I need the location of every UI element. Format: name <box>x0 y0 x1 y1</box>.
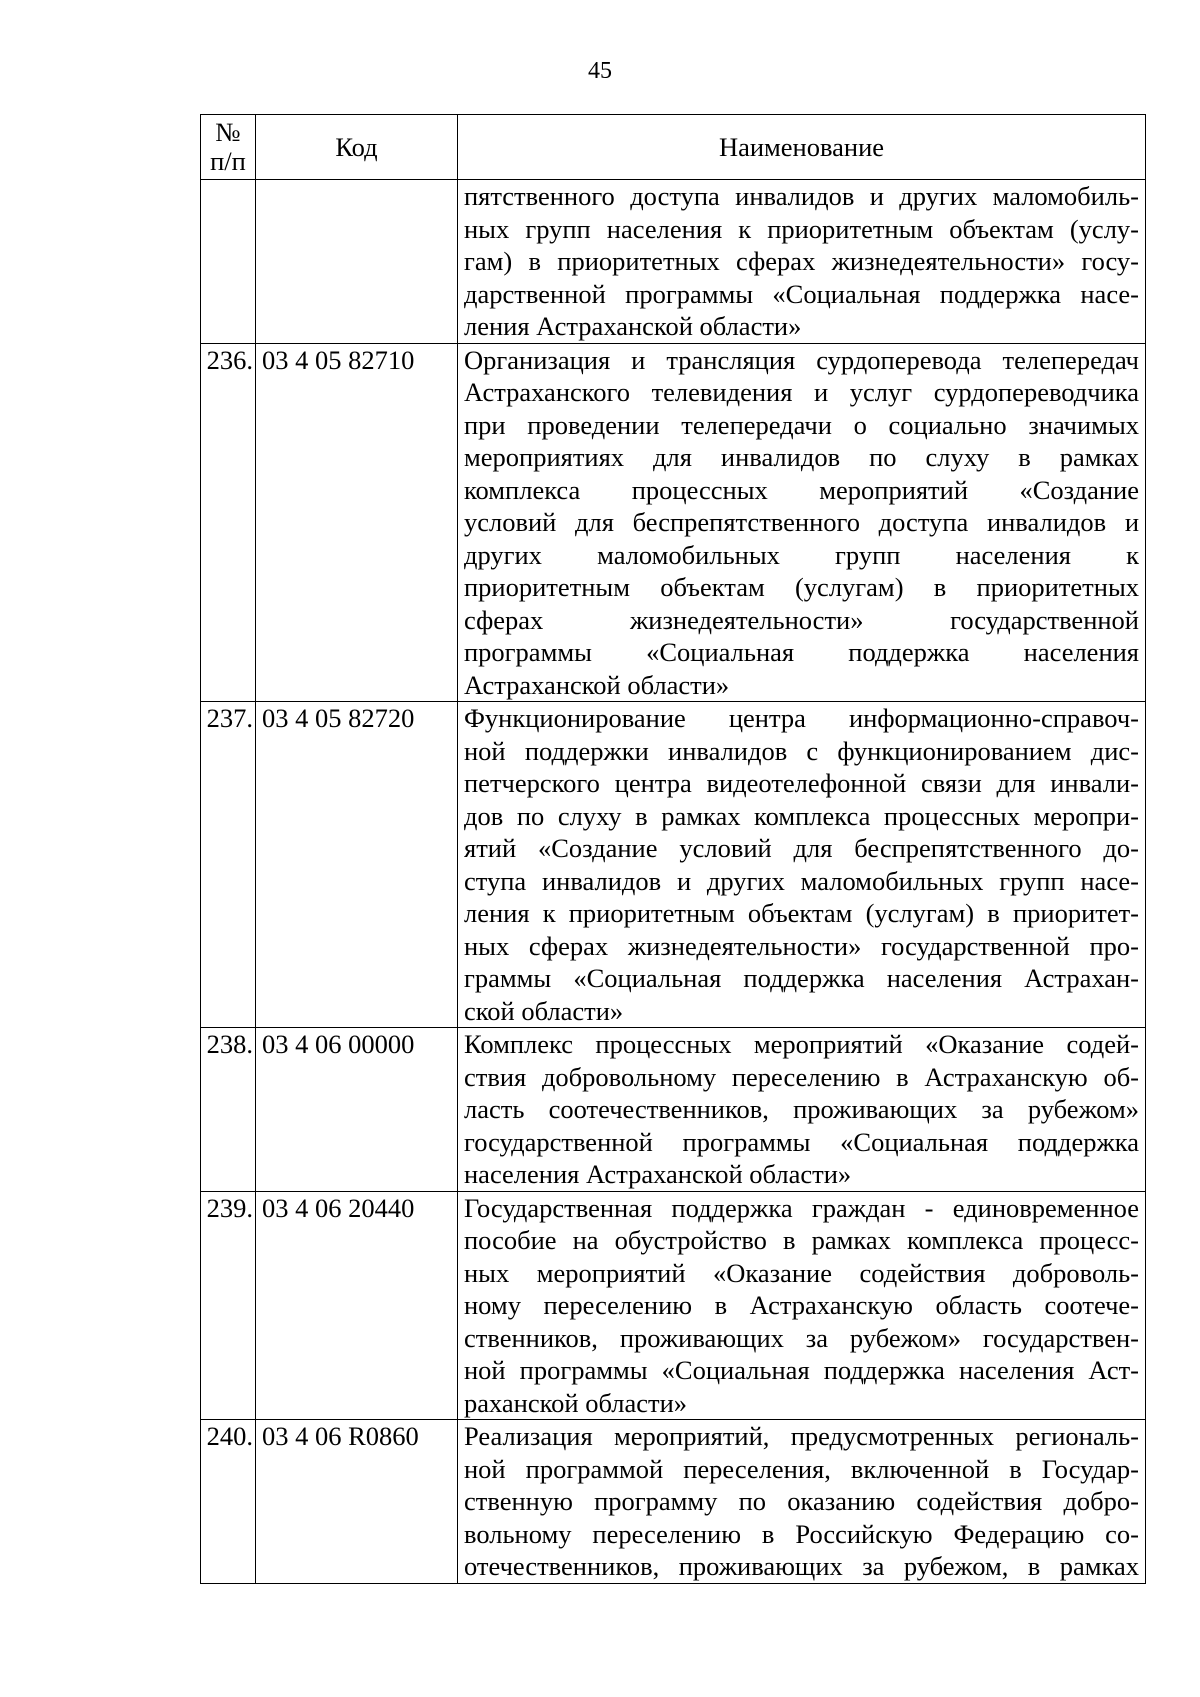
row-number: 239. <box>201 1191 256 1420</box>
row-code: 03 4 06 00000 <box>256 1028 458 1192</box>
name-line: государственной программы «Социальная поддержка <box>464 1126 1139 1157</box>
name-line: Государственная поддержка граждан - единовременное <box>464 1192 1139 1223</box>
row-code: 03 4 05 82720 <box>256 702 458 1028</box>
name-line: мероприятиях для инвалидов по слуху в рамках <box>464 442 1139 472</box>
name-line: ской области» <box>464 995 624 1026</box>
name-line: ной программы «Социальная поддержка населения Аст- <box>464 1355 1139 1385</box>
name-line: Реализация мероприятий, предусмотренных региональ- <box>464 1421 1139 1451</box>
name-line: сферах жизнедеятельности» государственной <box>464 604 1139 635</box>
name-line: ступа инвалидов и других маломобильных групп насе- <box>464 865 1139 896</box>
budget-code-table <box>200 114 1146 1584</box>
row-name <box>458 1191 1146 1420</box>
name-line: ных сферах жизнедеятельности» государственной про- <box>464 930 1139 961</box>
table-row <box>201 343 1146 702</box>
row-code <box>256 180 458 344</box>
name-line: комплекса процессных мероприятий «Создание <box>464 474 1139 505</box>
row-name <box>458 1028 1146 1192</box>
name-line: ных групп населения к приоритетным объектам (услу- <box>464 213 1139 244</box>
row-number: 240. <box>201 1420 256 1584</box>
name-line: пятственного доступа инвалидов и других маломобиль- <box>464 181 1139 211</box>
row-number: 236. <box>201 343 256 702</box>
name-line: ному переселению в Астраханскую область соотече- <box>464 1290 1139 1320</box>
name-line: ятий «Создание условий для беспрепятственного до- <box>464 833 1139 863</box>
row-code: 03 4 06 20440 <box>256 1191 458 1420</box>
name-line: Астраханской области» <box>464 669 730 700</box>
name-line: Комплекс процессных мероприятий «Оказание содей- <box>464 1029 1139 1059</box>
header-num: № п/п <box>201 115 256 180</box>
name-line: ных мероприятий «Оказание содействия доброволь- <box>464 1257 1139 1288</box>
row-number: 237. <box>201 702 256 1028</box>
row-name <box>458 702 1146 1028</box>
name-line: при проведении телепередачи о социально значимых <box>464 409 1139 440</box>
name-line: условий для беспрепятственного доступа инвалидов и <box>464 507 1139 537</box>
row-code: 03 4 06 R0860 <box>256 1420 458 1584</box>
header-name: Наименование <box>458 115 1146 180</box>
name-line: других маломобильных групп населения к <box>464 539 1139 570</box>
header-code: Код <box>256 115 458 180</box>
name-line: дарственной программы «Социальная поддержка насе- <box>464 278 1139 309</box>
name-line: раханской области» <box>464 1387 688 1418</box>
table-header-row <box>201 115 1146 180</box>
name-line: ственную программу по оказанию содействия добро- <box>464 1486 1139 1516</box>
row-number <box>201 180 256 344</box>
row-name <box>458 343 1146 702</box>
name-line: программы «Социальная поддержка населения <box>464 637 1139 667</box>
row-name <box>458 1420 1146 1584</box>
name-line: населения Астраханской области» <box>464 1159 852 1189</box>
name-line: ной поддержки инвалидов с функционированием дис- <box>464 735 1139 766</box>
name-line: петчерского центра видеотелефонной связи для инвали- <box>464 768 1139 798</box>
name-line: ственников, проживающих за рубежом» государствен- <box>464 1322 1139 1353</box>
name-line: приоритетным объектам (услугам) в приоритетных <box>464 572 1139 602</box>
name-line: Организация и трансляция сурдоперевода телепередач <box>464 344 1139 375</box>
name-line: ной программой переселения, включенной в Государ- <box>464 1453 1139 1484</box>
table-row <box>201 1028 1146 1192</box>
name-line: ласть соотечественников, проживающих за рубежом» <box>464 1094 1139 1124</box>
name-line: Астраханского телевидения и услуг сурдопереводчика <box>464 377 1139 407</box>
table-body <box>201 180 1146 1584</box>
row-code: 03 4 05 82710 <box>256 343 458 702</box>
table-row <box>201 702 1146 1028</box>
row-number: 238. <box>201 1028 256 1192</box>
name-line: Функционирование центра информационно-справоч- <box>464 703 1139 733</box>
name-line: ления Астраханской области» <box>464 311 802 341</box>
name-line: ствия добровольному переселению в Астраханскую об- <box>464 1061 1139 1092</box>
name-line: гам) в приоритетных сферах жизнедеятельности» госу- <box>464 246 1139 276</box>
name-line: дов по слуху в рамках комплекса процессных меропри- <box>464 800 1139 831</box>
name-line: отечественников, проживающих за рубежом, в рамках <box>464 1551 1139 1581</box>
table-row <box>201 180 1146 344</box>
page-number: 45 <box>588 58 612 84</box>
table-row <box>201 1191 1146 1420</box>
table-row <box>201 1420 1146 1584</box>
name-line: пособие на обустройство в рамках комплекса процесс- <box>464 1225 1139 1255</box>
name-line: ления к приоритетным объектам (услугам) в приоритет- <box>464 898 1139 928</box>
name-line: граммы «Социальная поддержка населения Астрахан- <box>464 963 1139 993</box>
name-line: вольному переселению в Российскую Федерацию со- <box>464 1518 1139 1549</box>
row-name <box>458 180 1146 344</box>
